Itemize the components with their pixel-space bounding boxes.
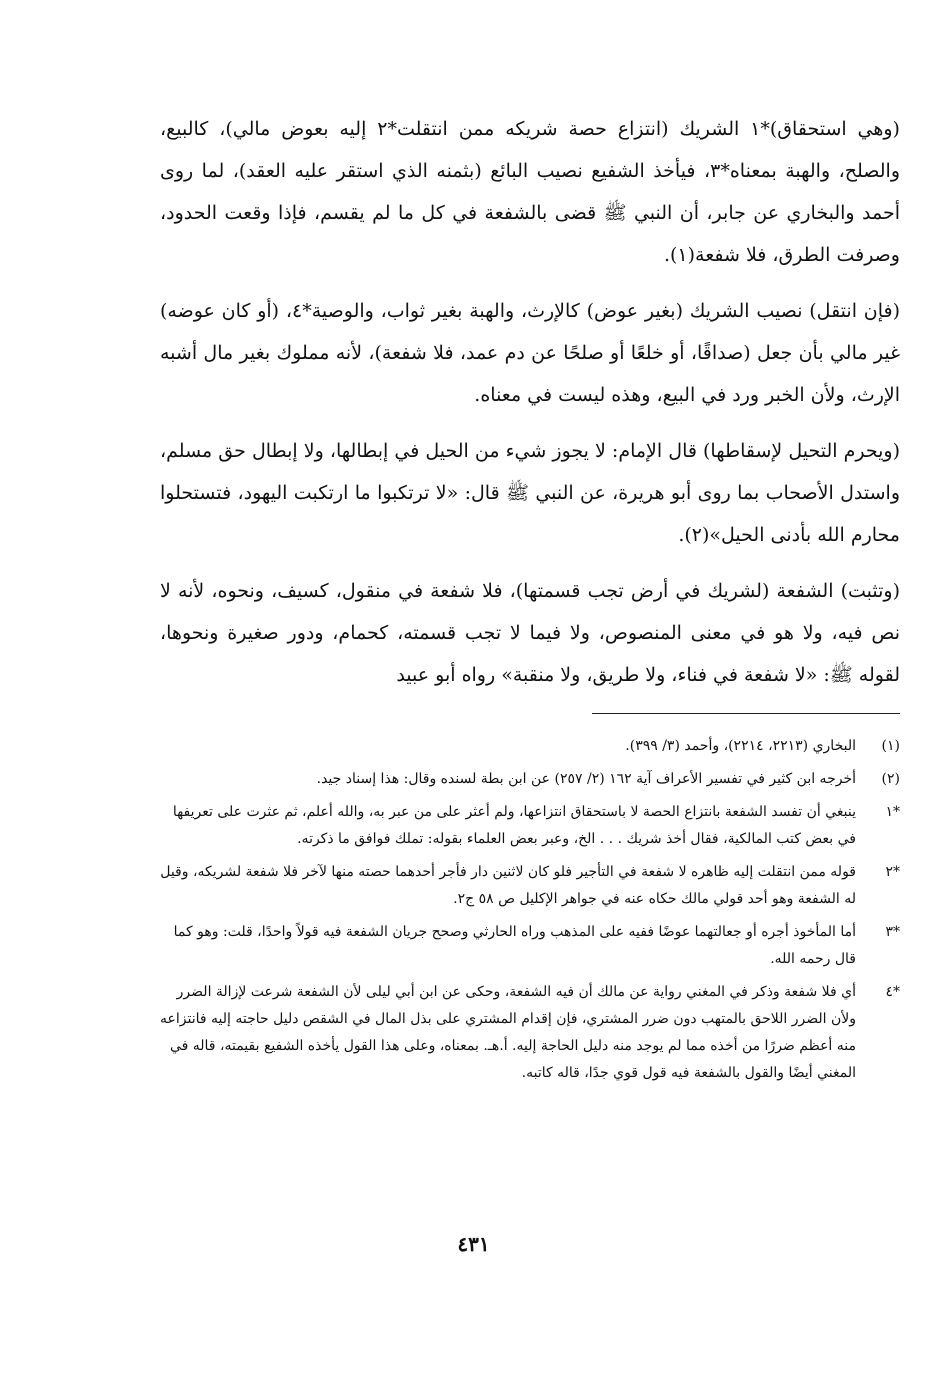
footnotes [160,733,900,1093]
footnote-marker: *٤ [885,984,900,1000]
footnote-text: البخاري (٢٢١٣، ٢٢١٤)، وأحمد (٣/ ٣٩٩). [625,738,856,754]
footnote [160,733,900,760]
footnote-marker: (٢) [881,771,900,787]
footnote [160,919,900,973]
footnote [160,799,900,853]
paragraph-intiqal: (فإن انتقل) نصيب الشريك (بغير عوض) كالإرث، والهبة بغير ثواب، والوصية*٤، (أو كان عوضه) غير مالي بأن جعل (صداقًا، أو خلعًا أو صلحًا عن دم عمد، فلا شفعة)، لأنه مملوك بغير مال أشبه الإرث، ولأن الخبر ورد في البيع، وهذه ليست في معناه. [160,300,900,406]
footnote-text: أخرجه ابن كثير في تفسير الأعراف آية ١٦٢ (٢/ ٢٥٧) عن ابن بطة لسنده وقال: هذا إسناد جيد. [316,771,856,787]
footnote-marker: *٢ [885,864,900,880]
footnote-text: ينبغي أن تفسد الشفعة بانتزاع الحصة لا باستحقاق انتزاعها، ولم أعثر على من عبر به، والله أعلم، ثم عثرت على تعريفها في بعض كتب المالكية، فقال أخذ شريك . . . الخ، وعبر بعض العلماء بقوله: تملك فوافق ما ذكرته. [172,804,856,847]
footnote [160,979,900,1087]
footnote-marker: *٣ [885,924,900,940]
paragraph-tahayul: (ويحرم التحيل لإسقاطها) قال الإمام: لا يجوز شيء من الحيل في إبطالها، ولا إبطال حق مسلم، واستدل الأصحاب بما روى أبو هريرة، عن النبي ﷺ قال: «لا ترتكبوا ما ارتكبت اليهود، فتستحلوا محارم الله بأدنى الحيل»(٢). [160,440,900,546]
main-text [160,108,900,710]
paragraph-thubut: (وتثبت) الشفعة (لشريك في أرض تجب قسمتها)، فلا شفعة في منقول، كسيف، ونحوه، لأنه لا نص فيه، ولا هو في معنى المنصوص، ولا فيما لا تجب قسمته، كحمام، ودور صغيرة ونحوها، لقوله ﷺ: «لا شفعة في فناء، ولا طريق، ولا منقبة» رواه أبو عبيد [160,580,900,686]
footnote [160,859,900,913]
footnote-text: أما المأخوذ أجره أو جعالتهما عوضًا ففيه على المذهب وراه الحارثي وصحح جريان الشفعة فيه قولاً واحدًا، قلت: وهو كما قال رحمه الله. [173,924,856,967]
page-number: ٤٣١ [457,1232,490,1256]
footnote-separator [592,713,900,714]
footnote [160,766,900,793]
footnote-text: أي فلا شفعة وذكر في المغني رواية عن مالك أن فيه الشفعة، وحكى عن ابن أبي ليلى لأن الشفعة شرعت لإزالة الضرر ولأن الضرر اللاحق بالمتهب دون ضرر المشتري، فإن إقدام المشتري على بذل المال في الشقص دليل حاجته إليه فانتزاعه منه أعظم ضررًا من أخذه مما لم يوجد منه دليل الحاجة إليه. أ.هـ. بمعناه، وعلى هذا القول يأخذه الشفيع بقيمته، قاله في المغني أيضًا والقول بالشفعة فيه قول قوي جدًا، قاله كاتبه. [160,984,856,1081]
footnote-text: قوله ممن انتقلت إليه ظاهره لا شفعة في التأجير فلو كان لاثنين دار فأجر أحدهما حصته منها لآخر فلا شفعة لشريكه، وقيل له الشفعة وهو أحد قولي مالك حكاه عنه في جواهر الإكليل ص ٥٨ ج٢. [160,864,856,907]
footnote-marker: *١ [885,804,900,820]
paragraph-istihqaq: (وهي استحقاق)*١ الشريك (انتزاع حصة شريكه ممن انتقلت*٢ إليه بعوض مالي)، كالبيع، والصلح، والهبة بمعناه*٣، فيأخذ الشفيع نصيب البائع (بثمنه الذي استقر عليه العقد)، لما روى أحمد والبخاري عن جابر، أن النبي ﷺ قضى بالشفعة في كل ما لم يقسم، فإذا وقعت الحدود، وصرفت الطرق، فلا شفعة(١). [160,118,901,266]
footnote-marker: (١) [881,738,900,754]
